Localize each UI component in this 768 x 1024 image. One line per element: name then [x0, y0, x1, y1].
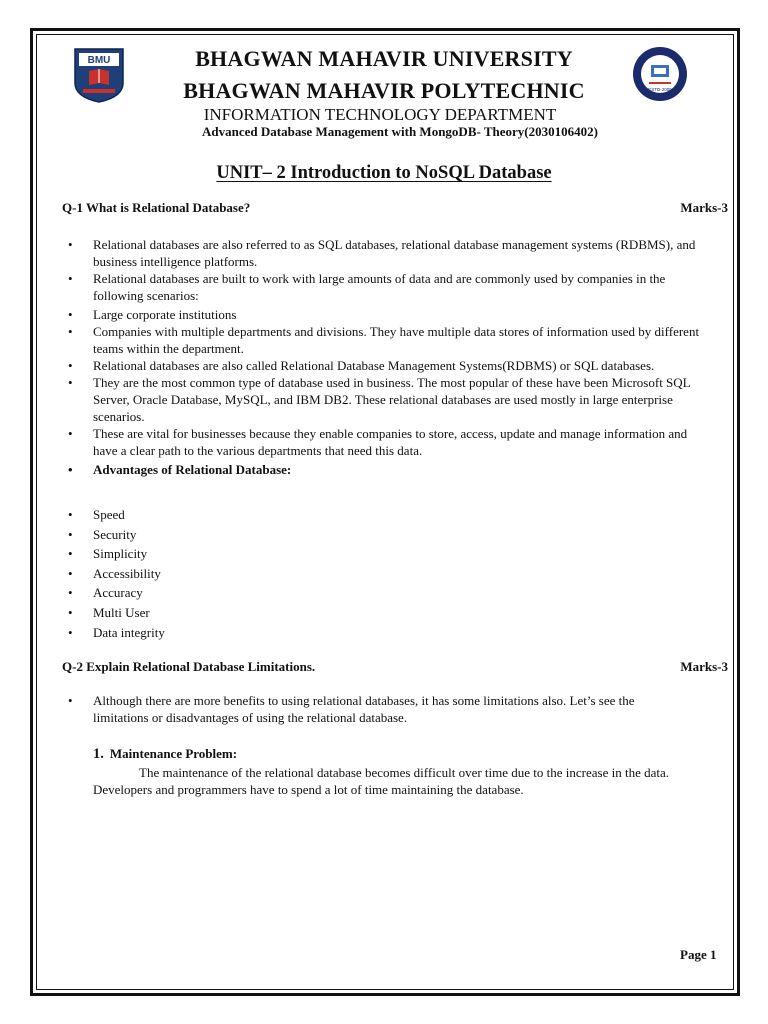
question-2-marks: Marks-3 [680, 659, 728, 674]
department-title: INFORMATION TECHNOLOGY DEPARTMENT [203, 105, 557, 124]
list-item: • Speed [62, 505, 702, 525]
list-item: • Relational databases are also referred to as SQL databases, relational database management systems (RDBMS), and business intelligence platforms. [62, 236, 702, 270]
course-title: Advanced Database Management with MongoDB- Theory(2030106402) [202, 124, 598, 139]
question-1-text: Q-1 What is Relational Database? [62, 200, 251, 215]
polytechnic-title: BHAGWAN MAHAVIR POLYTECHNIC [183, 78, 585, 103]
question-1-marks: Marks-3 [680, 200, 728, 215]
list-item: • Security [62, 525, 702, 545]
page-number: Page 1 [680, 947, 717, 962]
list-item: • Relational databases are also called Relational Database Management Systems(RDBMS) or SQL databases. [62, 357, 702, 374]
advantages-heading: • Advantages of Relational Database: [62, 461, 702, 478]
q2-bullet-list [62, 692, 692, 726]
list-item: • They are the most common type of database used in business. The most popular of these have been Microsoft SQL Server, Oracle Database, MySQL, and IBM DB2. These relational databases are used mostly in large enterprise scenarios. [62, 374, 702, 425]
university-title: BHAGWAN MAHAVIR UNIVERSITY [195, 46, 573, 71]
list-item: • Large corporate institutions [62, 306, 702, 323]
question-2-text: Q-2 Explain Relational Database Limitations. [62, 659, 316, 674]
q1-bullet-list [62, 236, 702, 478]
advantages-list [62, 505, 702, 642]
list-item: • Simplicity [62, 544, 702, 564]
list-item: • Relational databases are built to work with large amounts of data and are commonly used by companies in the following scenarios: [62, 270, 702, 304]
maintenance-problem-heading [93, 746, 237, 763]
question-1-line [62, 200, 728, 216]
unit-title: UNIT– 2 Introduction to NoSQL Database [216, 163, 552, 183]
point-title: Maintenance Problem: [109, 746, 238, 761]
list-item: • Companies with multiple departments and divisions. They have multiple data stores of information used by different teams within the department. [62, 323, 702, 357]
list-item: • These are vital for businesses because they enable companies to store, access, update and manage information and have a clear path to the various departments that need this data. [62, 425, 702, 459]
maintenance-problem-text: The maintenance of the relational database becomes difficult over time due to the increase in the data. Developers and programmers have to spend a lot of time maintaining the database. [93, 765, 670, 797]
list-item: • Data integrity [62, 623, 702, 643]
list-item: • Accessibility [62, 564, 702, 584]
point-number: 1. [93, 746, 104, 762]
logo-left-text: BMU [87, 55, 111, 66]
question-2-line [62, 659, 728, 675]
logo-right-text: ESTD-2005 [648, 87, 672, 92]
list-item: • Accuracy [62, 583, 702, 603]
list-item: • Multi User [62, 603, 702, 623]
list-item: • Although there are more benefits to using relational databases, it has some limitations also. Let’s see the limitations or disadvantages of using the relational database. [62, 692, 692, 726]
